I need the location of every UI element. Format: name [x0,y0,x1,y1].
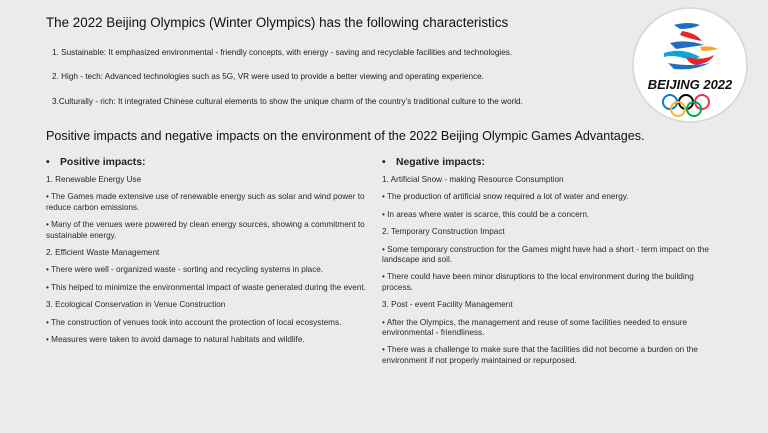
list-item: • The construction of venues took into account the protection of local ecosystems. [46,317,342,327]
list-item: • This helped to minimize the environmental impact of waste generated during the event. [46,282,366,292]
negative-impacts-label: Negative impacts: [396,157,485,168]
list-item: • Measures were taken to avoid damage to natural habitats and wildlife. [46,335,305,345]
section-subtitle: Positive impacts and negative impacts on the environment of the 2022 Beijing Olympic Games Advantages. [46,129,645,143]
list-item: • Many of the venues were powered by clean energy sources, showing a commitment to sustainable energy. [46,220,365,240]
list-item: • There were well - organized waste - sorting and recycling systems in place. [46,265,324,275]
list-item: • In areas where water is scarce, this could be a concern. [382,209,590,219]
list-item: 1. Renewable Energy Use [46,175,142,184]
list-item: • There was a challenge to make sure that the facilities did not become a burden on the environment if not properly maintained or repurposed. [382,345,698,365]
negative-impacts-column [382,157,712,373]
list-item: 2. Efficient Waste Management [46,248,160,258]
characteristic-item: 3.Culturally - rich: It integrated Chinese cultural elements to show the unique charm of the country’s traditional culture to the world. [52,97,523,106]
list-item: • Some temporary construction for the Games might have had a short - term impact on the landscape and soil. [382,244,709,265]
positive-impacts-column [46,157,376,352]
list-item: 1. Artificial Snow - making Resource Consumption [382,175,564,184]
bullet-icon: • [382,157,386,168]
logo-wordmark: BEIJING 2022 [647,77,733,92]
characteristic-item: 2. High - tech: Advanced technologies such as 5G, VR were used to provide a better viewing and operating experience. [52,72,484,81]
negative-impacts-heading [382,157,712,168]
beijing-2022-logo [630,5,750,125]
characteristic-item: 1. Sustainable: It emphasized environmental - friendly concepts, with energy - saving and recyclable facilities and technologies. [52,48,513,57]
positive-impacts-label: Positive impacts: [60,157,146,168]
list-item: • After the Olympics, the management and reuse of some facilities needed to ensure environmental - friendliness. [382,317,688,338]
list-item: • The production of artificial snow required a lot of water and energy. [382,192,629,202]
list-item: • The Games made extensive use of renewable energy such as solar and wind power to reduce carbon emissions. [46,192,365,212]
beijing-2022-emblem-icon [630,5,750,125]
page-title: The 2022 Beijing Olympics (Winter Olympics) has the following characteristics [46,15,509,30]
list-item: 3. Post - event Facility Management [382,300,513,310]
list-item: 2. Temporary Construction Impact [382,227,505,237]
positive-impacts-heading [46,157,376,168]
list-item: • There could have been minor disruptions to the local environment during the building process. [382,272,694,292]
list-item: 3. Ecological Conservation in Venue Construction [46,300,226,310]
bullet-icon: • [46,157,50,168]
